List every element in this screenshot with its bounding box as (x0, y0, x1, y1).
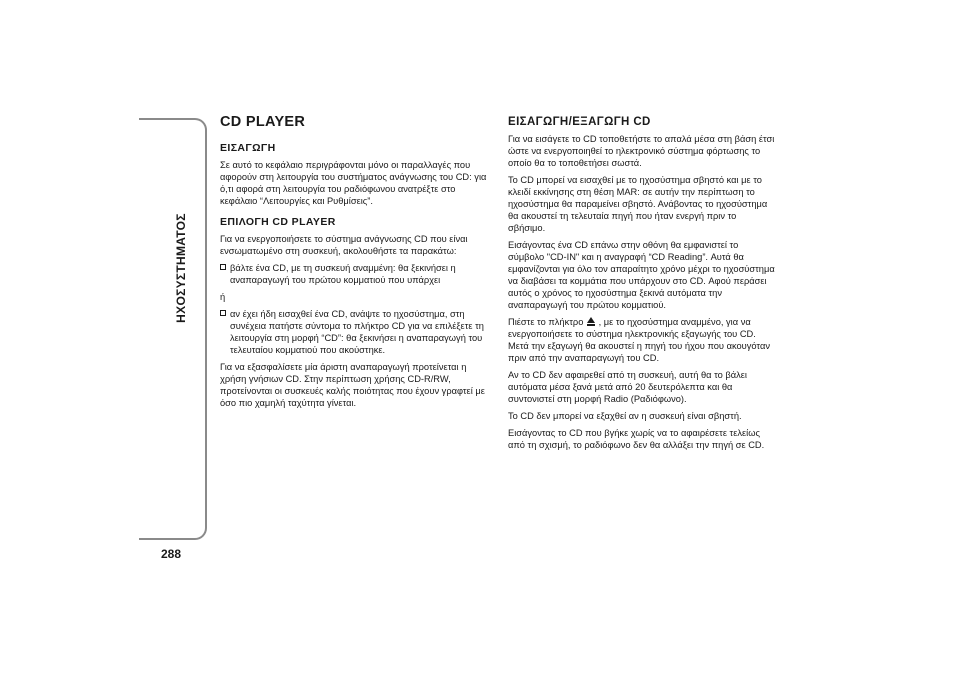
sidebar-frame (139, 118, 207, 540)
paragraph-key-mar: Το CD μπορεί να εισαχθεί με το ηχοσύστημα σβηστό και με το κλειδί εκκίνησης στη θέση MAR: σε αυτήν την περίπτωση το ηχοσύστημα θα παραμείνει σβηστό. Ανάβοντας το ηχοσύστημα θα ακουστεί τη τελευταία πηγή που ήταν ενεργή πριν το σβήσιμο. (508, 175, 768, 233)
list-item-text: βάλτε ένα CD, με τη συσκευή αναμμένη: θα ξεκινήσει η αναπαραγωγή του πρώτου κομματιού που υπάρχει (230, 263, 456, 285)
subheading-select-cd: ΕΠΙΛΟΓΗ CD PLAYER (220, 216, 336, 228)
paragraph-intro: Σε αυτό το κεφάλαιο περιγράφονται μόνο οι παραλλαγές που αφορούν στη λειτουργία του συστήματος ανάγνωσης του CD: για ό,τι αφορά στη λειτουργία του ραδιόφωνου ανατρέξτε στο κεφάλαιο “Λειτουργίες και Ρυθμίσεις”. (220, 160, 487, 206)
right-column (508, 114, 776, 456)
list-item (220, 262, 494, 286)
paragraph-eject-off: Το CD δεν μπορεί να εξαχθεί αν η συσκευή είναι σβηστή. (508, 411, 742, 421)
paragraph-cd-in: Εισάγοντας ένα CD επάνω στην οθόνη θα εμφανιστεί το σύμβολο "CD-IN" και η αναγραφή “CD Reading”. Αυτά θα εμφανίζονται για όλο τον απαραίτητο χρόνο μέχρι το ηχοσύστημα να διαβάσει τα κομμάτια που υπάρχουν στο CD. Αφού περάσει αυτός ο χρόνος το ηχοσύστημα ξεκινά αυτόματα την αναπαραγωγή του πρώτου κομματιού. (508, 240, 775, 310)
page-number: 288 (161, 547, 182, 561)
paragraph-auto-reload: Αν το CD δεν αφαιρεθεί από τη συσκευή, αυτή θα το βάλει αυτόματα μέσα ξανά μετά από 20 δευτερόλεπτα και θα συντονιστεί στη μορφή Radio (Ραδιόφωνο). (508, 370, 747, 404)
left-column (220, 114, 494, 414)
list-item (220, 308, 494, 356)
checkbox-bullet-icon (220, 310, 226, 316)
paragraph-select-cd: Για να ενεργοποιήσετε το σύστημα ανάγνωσης CD που είναι ενσωματωμένο στη συσκευή, ακολουθήστε τα παρακάτω: (220, 234, 468, 256)
or-text: ή (220, 292, 226, 302)
eject-text-end: , με το ηχοσύστημα αναμμένο, για να ενεργοποιήσετε το σύστημα ηλεκτρονικής εξαγωγής του CD. Μετά την εξαγωγή θα ακουστεί η πηγή του ήχου που ακουγόταν πριν από την αναπαραγωγή του CD. (508, 317, 770, 363)
paragraph-insert: Για να εισάγετε το CD τοποθετήστε το απαλά μέσα στη βάση έτσι ώστε να ενεργοποιηθεί το ηλεκτρονικό σύστημα φόρτωσης το οποίο θα το τοποθετήσει σωστά. (508, 134, 775, 168)
paragraph-cd-quality: Για να εξασφαλίσετε μία άριστη αναπαραγωγή προτείνεται η χρήση γνήσιων CD. Στην περίπτωση χρήσης CD-R/RW, προτείνονται οι συσκευές καλής ποιότητας που έχουν γραφτεί με όσο πιο χαμηλή ταχύτητα γίνεται. (220, 362, 485, 408)
page-title: CD PLAYER (220, 114, 306, 130)
eject-text-start: Πιέστε το πλήκτρο (508, 317, 584, 327)
paragraph-partial-eject: Εισάγοντας το CD που βγήκε χωρίς να το αφαιρέσετε τελείως από τη σχισμή, το ραδιόφωνο δεν θα αλλάξει την πηγή σε CD. (508, 428, 765, 450)
checkbox-bullet-icon (220, 264, 226, 270)
section-title-insert-eject: ΕΙΣΑΓΩΓΗ/ΕΞΑΓΩΓΗ CD (508, 116, 651, 128)
eject-icon (587, 317, 595, 326)
list-item-text: αν έχει ήδη εισαχθεί ένα CD, ανάψτε το ηχοσύστημα, στη συνέχεια πατήστε σύντομα το πλήκτρο CD για να επιλέξετε τη λειτουργία στη μορφή “CD”: θα ξεκινήσει η αναπαραγωγή του τελευταίου κομματιού που ακούστηκε. (230, 309, 484, 355)
section-label-text: ΗΧΟΣΥΣΤΗΜΑΤΟΣ (174, 213, 188, 323)
subheading-intro: ΕΙΣΑΓΩΓΗ (220, 142, 276, 154)
paragraph-eject (508, 316, 776, 364)
